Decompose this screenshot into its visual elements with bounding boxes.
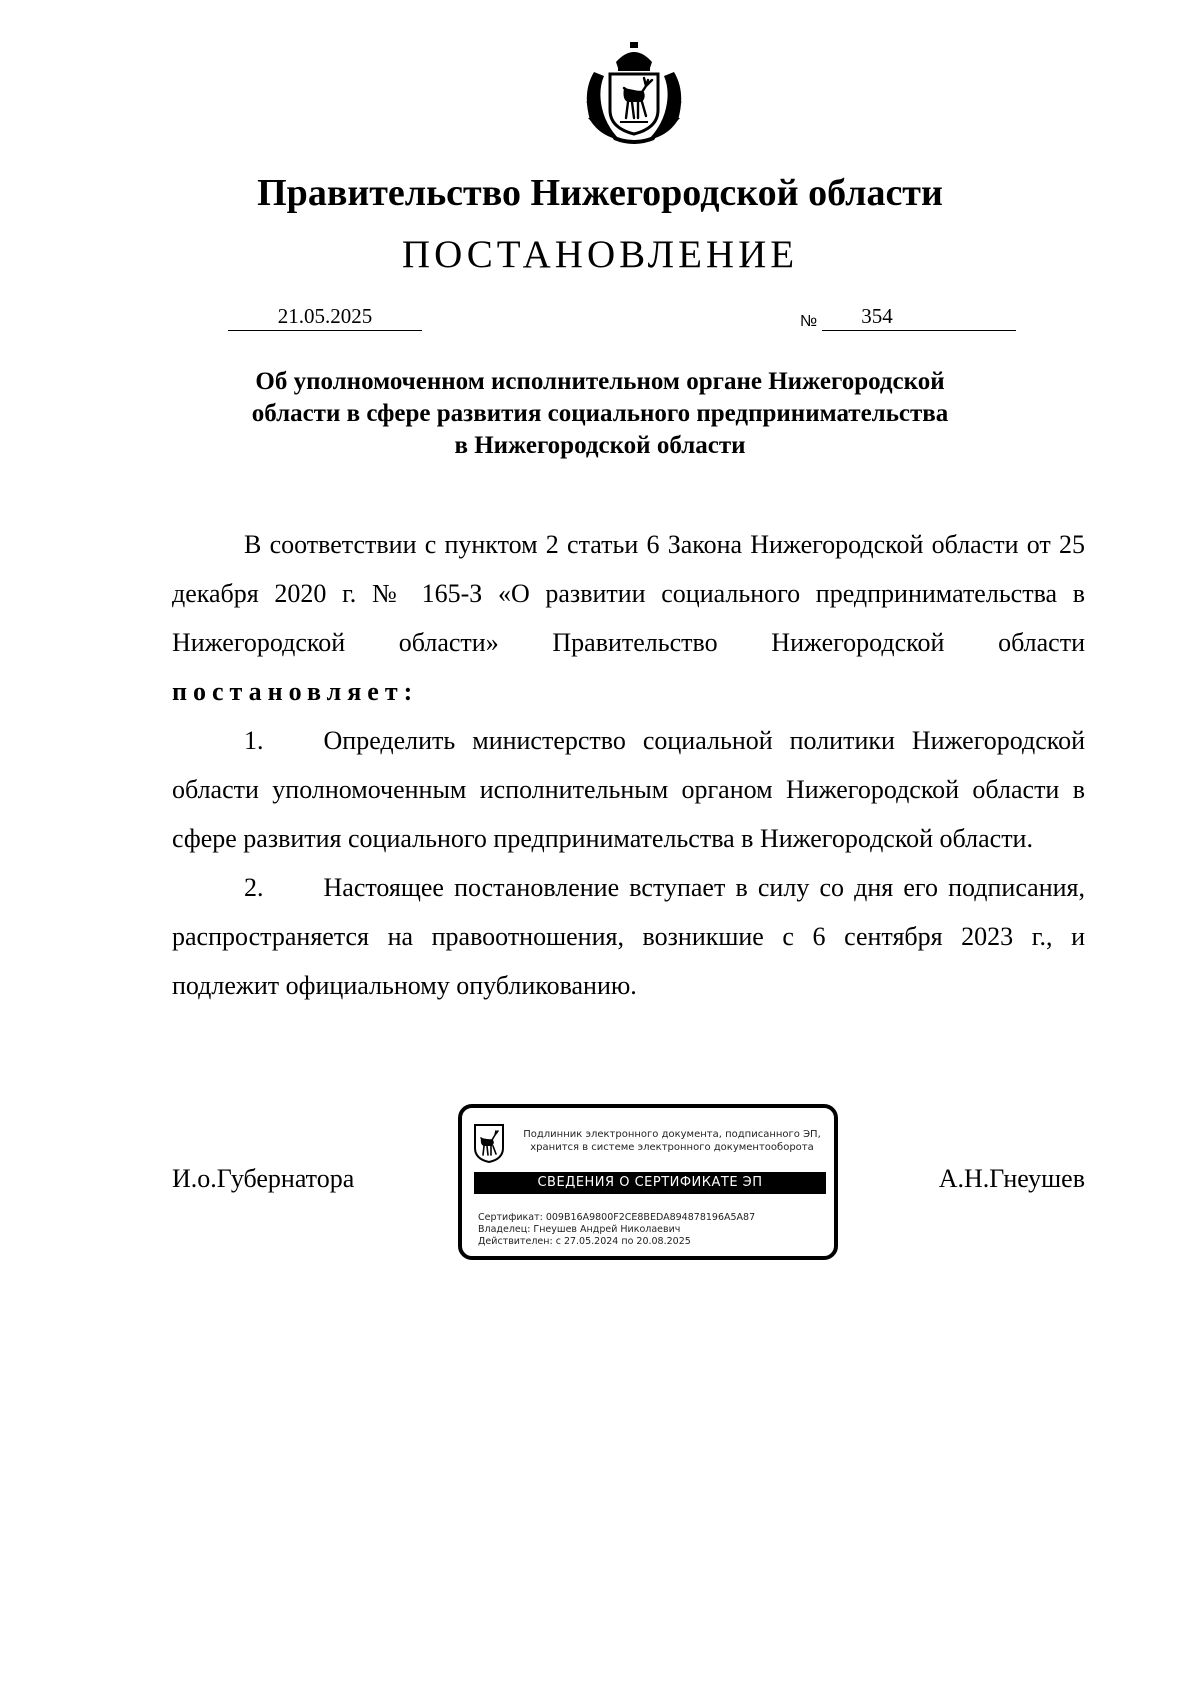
stamp-header-line: хранится в системе электронного документооборота xyxy=(530,1142,814,1153)
document-number: 354 xyxy=(861,304,893,328)
signer-name: А.Н.Гнеушев xyxy=(938,1164,1085,1193)
certificate-owner: Владелец: Гнеушев Андрей Николаевич xyxy=(478,1224,681,1235)
item-1-number: 1. xyxy=(244,726,264,755)
document-date: 21.05.2025 xyxy=(277,304,373,328)
item-2-paragraph xyxy=(172,863,1085,1010)
certificate-number: Сертификат: 009B16A9800F2CE8BEDA894878196A5A87 xyxy=(478,1212,756,1223)
document-title-line: области в сфере развития социального предпринимательства xyxy=(251,400,949,427)
number-sign: № xyxy=(800,313,818,330)
region-emblem-icon xyxy=(472,1122,506,1164)
electronic-signature-stamp xyxy=(458,1104,838,1260)
government-name: Правительство Нижегородской области xyxy=(257,172,943,214)
preamble-text: В соответствии с пунктом 2 статьи 6 Закона Нижегородской области от 25 декабря 2020 г. № 165-З «О развитии социального предпринимательства в Нижегородской области» Правительство Нижегородской области xyxy=(172,530,1085,657)
resolves-word: постановляет: xyxy=(172,677,419,706)
item-1-paragraph xyxy=(172,716,1085,863)
document-body xyxy=(172,520,1085,1010)
document-title-line: в Нижегородской области xyxy=(454,432,746,459)
number-underline xyxy=(822,330,1016,331)
certificate-validity: Действителен: с 27.05.2024 по 20.08.2025 xyxy=(478,1236,691,1247)
stamp-header xyxy=(512,1128,832,1154)
date-underline xyxy=(228,330,422,331)
item-2-number: 2. xyxy=(244,873,264,902)
coat-of-arms-icon xyxy=(580,42,688,146)
stamp-header-line: Подлинник электронного документа, подписанного ЭП, xyxy=(523,1129,821,1140)
document-type: ПОСТАНОВЛЕНИЕ xyxy=(401,233,799,276)
document-title xyxy=(200,366,1000,462)
item-1-text: Определить министерство социальной политики Нижегородской области уполномоченным исполнительным органом Нижегородской области в сфере развития социального предпринимательства в Нижегородской области. xyxy=(172,726,1085,853)
preamble-paragraph xyxy=(172,520,1085,716)
signer-position: И.о.Губернатора xyxy=(172,1164,355,1193)
document-title-line: Об уполномоченном исполнительном органе Нижегородской xyxy=(255,368,945,395)
stamp-certificate-details xyxy=(478,1212,830,1248)
item-2-text: Настоящее постановление вступает в силу со дня его подписания, распространяется на правоотношения, возникшие с 6 сентября 2023 г., и подлежит официальному опубликованию. xyxy=(172,873,1085,1000)
stamp-certificate-bar: СВЕДЕНИЯ О СЕРТИФИКАТЕ ЭП xyxy=(474,1172,826,1194)
